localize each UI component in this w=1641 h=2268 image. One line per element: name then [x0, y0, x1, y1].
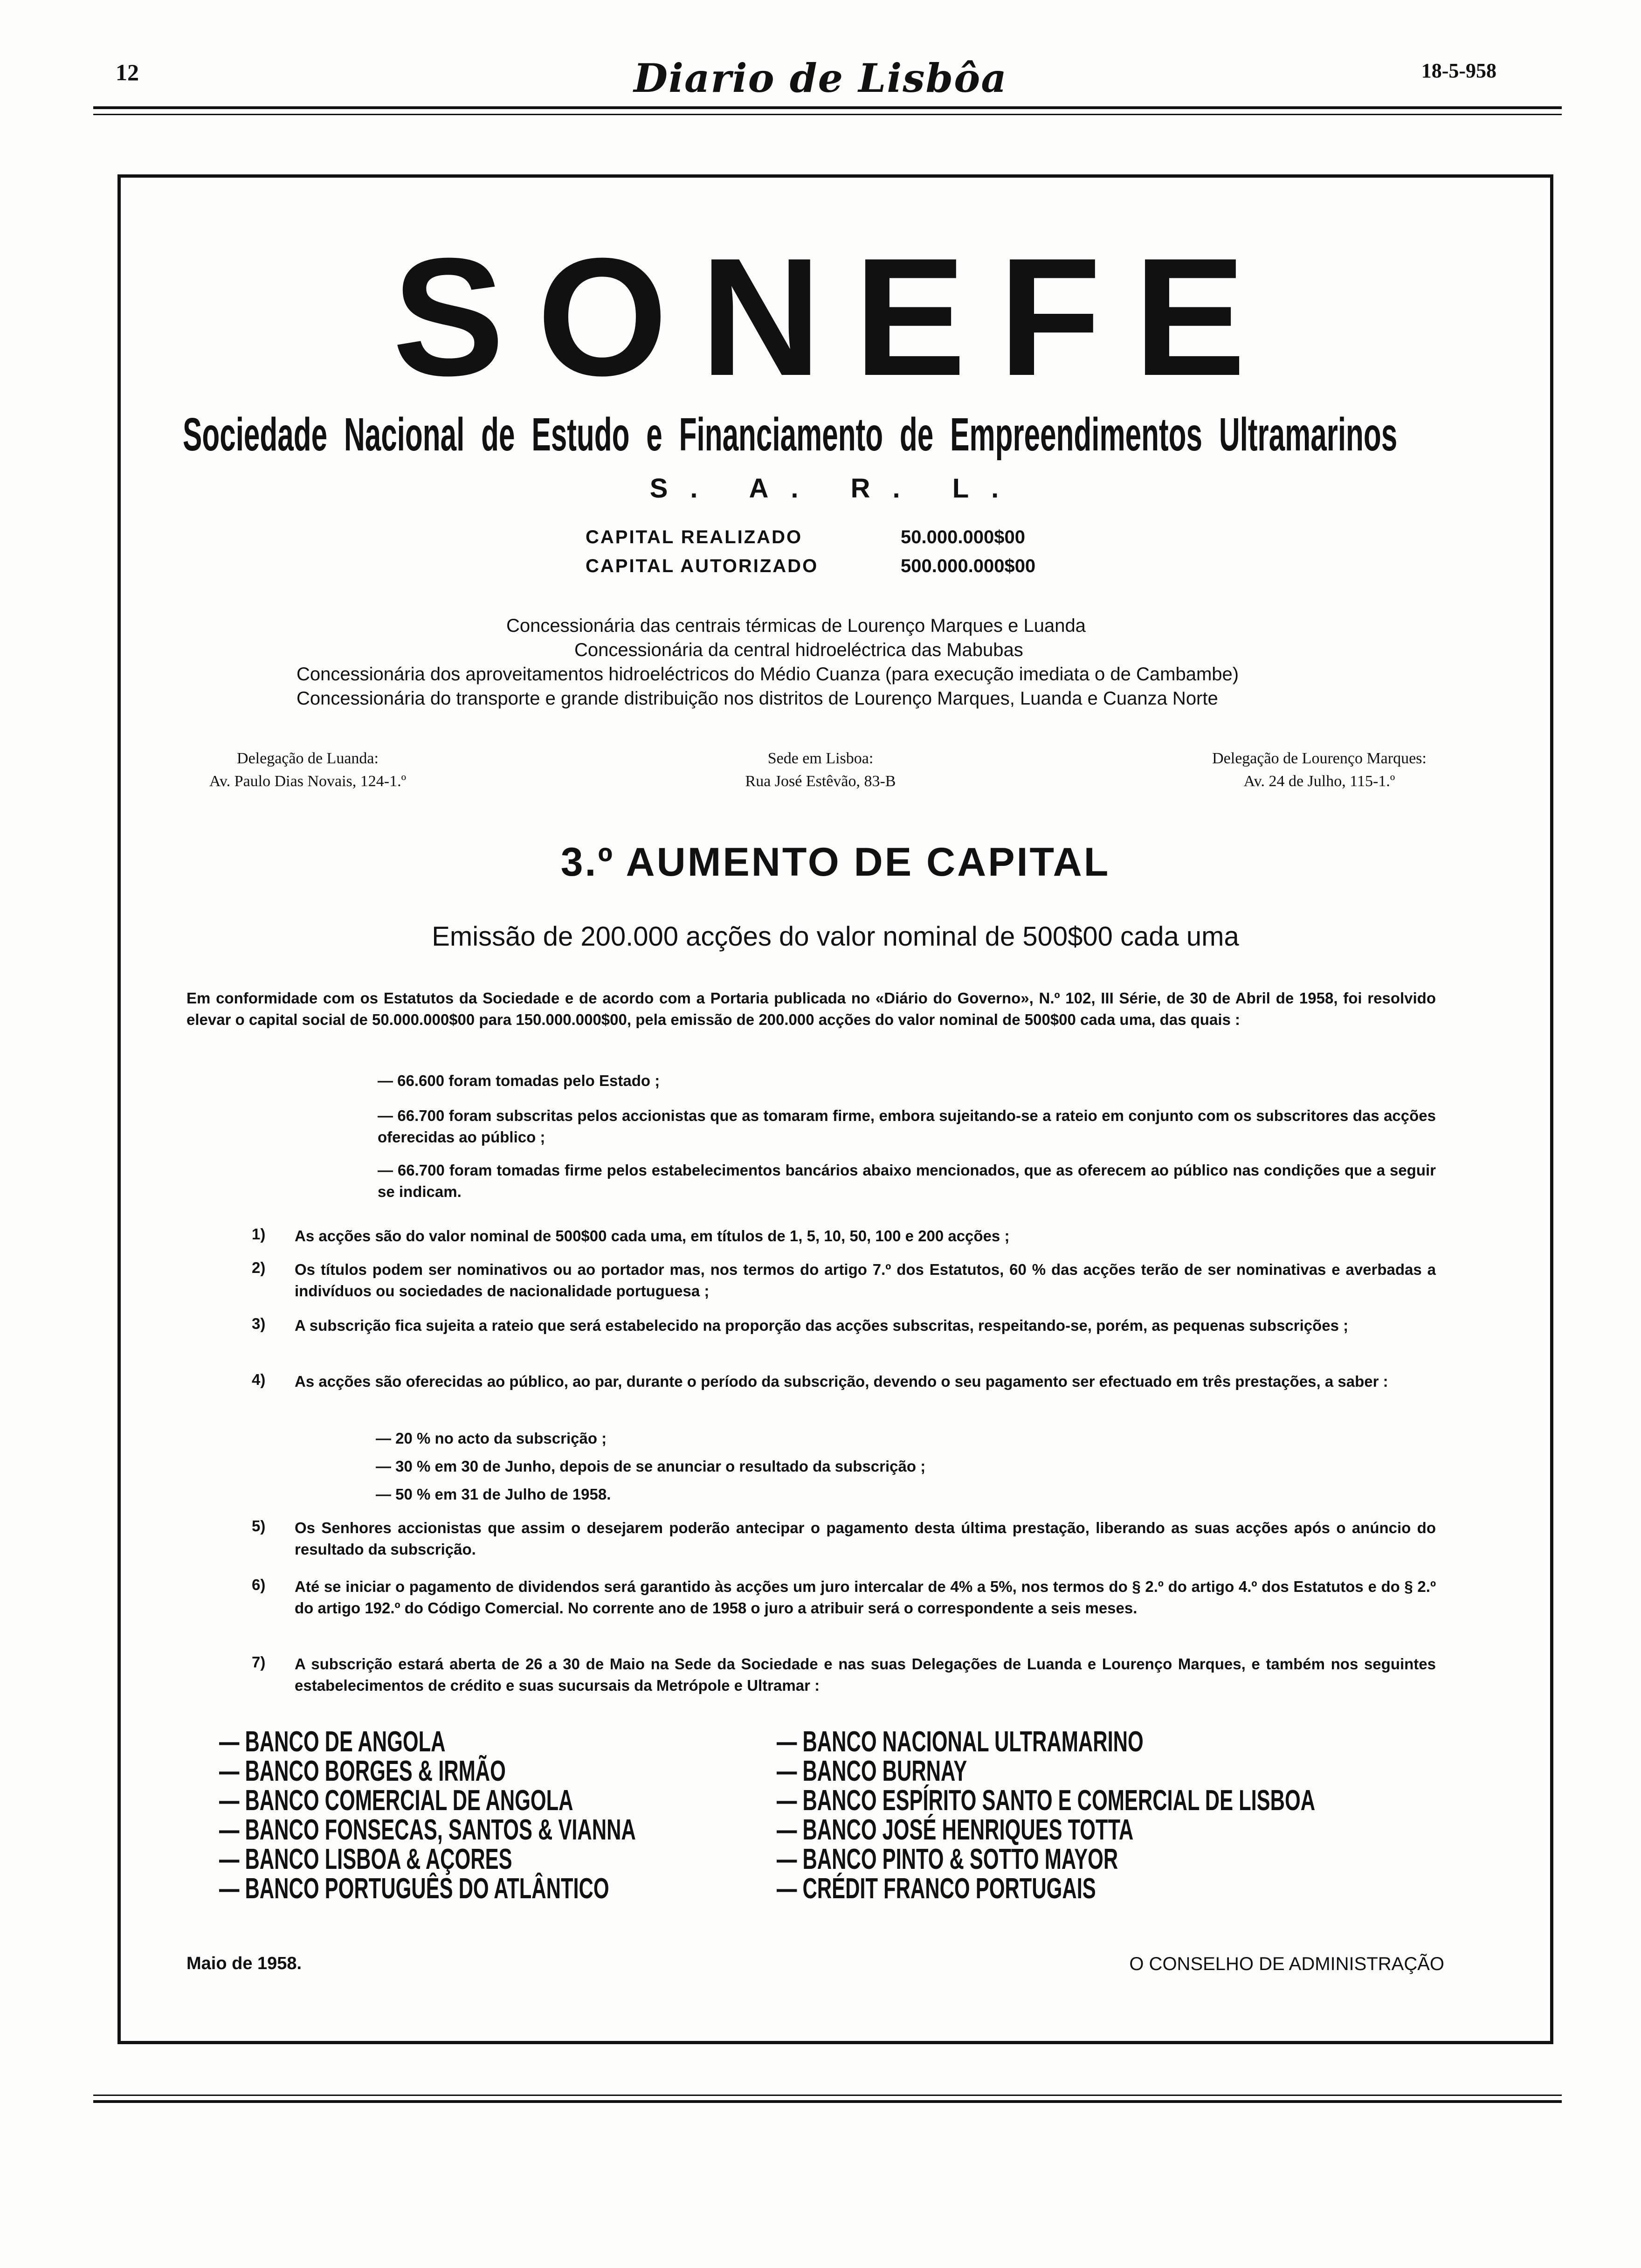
- condition-number: 4): [252, 1371, 266, 1388]
- brand-logo-text: SONEFE: [392, 223, 1279, 411]
- banks-right-column: [777, 1728, 1429, 1904]
- bank-name: — BANCO COMERCIAL DE ANGOLA: [219, 1784, 573, 1817]
- condition-number: 7): [252, 1653, 266, 1671]
- condition-text: A subscrição fica sujeita a rateio que será estabelecido na proporção das acções subscritas, respeitando-se, porém, as pequenas subscrições ;: [295, 1317, 1349, 1334]
- bank-name: — BANCO FONSECAS, SANTOS & VIANNA: [219, 1814, 636, 1846]
- capital-realized-label: CAPITAL REALIZADO: [586, 527, 803, 547]
- company-legal-type: S. A. R. L.: [649, 473, 1021, 504]
- capital-authorized-label: CAPITAL AUTORIZADO: [586, 556, 819, 576]
- banks-left-column: [219, 1728, 779, 1904]
- company-full-name: Sociedade Nacional de Estudo e Financiamento de Empreendimentos Ultramarinos: [183, 408, 1398, 461]
- ad-date-line: Maio de 1958.: [186, 1954, 302, 1973]
- allocation-item: — 66.700 foram subscritas pelos accionistas que as tomaram firme, embora sujeitando-se a rateio em conjunto com os subscritores das acções oferecidas ao público ;: [378, 1107, 1436, 1146]
- concession-line: Concessionária das centrais térmicas de Lourenço Marques e Luanda: [506, 615, 1086, 636]
- bank-name: — BANCO NACIONAL ULTRAMARINO: [777, 1726, 1144, 1758]
- office-address: Av. Paulo Dias Novais, 124-1.º: [209, 773, 407, 790]
- condition-number: 2): [252, 1259, 266, 1276]
- condition-number: 1): [252, 1225, 266, 1243]
- condition-text: Até se iniciar o pagamento de dividendos será garantido às acções um juro intercalar de 4% a 5%, nos termos do § 2.º do artigo 4.º dos Estatutos e do § 2.º do artigo 192.º do Código Comercial. No corrente ano de 1958 o juro a atribuir será o correspondente a seis meses.: [295, 1578, 1436, 1617]
- condition-number: 5): [252, 1517, 266, 1535]
- installment-item: — 30 % em 30 de Junho, depois de se anunciar o resultado da subscrição ;: [376, 1458, 926, 1475]
- intro-paragraph: Em conformidade com os Estatutos da Sociedade e de acordo com a Portaria publicada no «Diário do Governo», N.º 102, III Série, de 30 de Abril de 1958, foi resolvido elevar o capital social de 50.000.000$00 para 150.000.000$00, pela emissão de 200.000 acções do valor nominal de 500$00 cada uma, das quais :: [186, 989, 1436, 1028]
- bank-name: — BANCO BORGES & IRMÃO: [219, 1755, 506, 1787]
- bank-name: — BANCO JOSÉ HENRIQUES TOTTA: [777, 1814, 1134, 1846]
- newspaper-masthead: Diario de Lisbôa: [634, 55, 1007, 101]
- emission-subtitle: Emissão de 200.000 acções do valor nominal de 500$00 cada uma: [432, 921, 1239, 952]
- board-signature: O CONSELHO DE ADMINISTRAÇÃO: [1129, 1954, 1444, 1974]
- office-lisboa: [667, 747, 974, 793]
- bank-name: — BANCO PINTO & SOTTO MAYOR: [777, 1843, 1118, 1875]
- capital-increase-title: 3.º AUMENTO DE CAPITAL: [560, 840, 1110, 885]
- condition-text: A subscrição estará aberta de 26 a 30 de Maio na Sede da Sociedade e nas suas Delegações de Luanda e Lourenço Marques, e também nos seguintes estabelecimentos de crédito e suas sucursais da Metrópole e Ultramar :: [295, 1655, 1436, 1694]
- bank-name: — BANCO BURNAY: [777, 1755, 967, 1787]
- office-luanda: [154, 747, 462, 793]
- concession-line: Concessionária da central hidroeléctrica das Mabubas: [574, 640, 1023, 660]
- office-lourenco-marques: [1156, 747, 1482, 793]
- office-address: Av. 24 de Julho, 115-1.º: [1243, 773, 1395, 790]
- header-rule-bottom: [93, 114, 1562, 115]
- concession-line: Concessionária dos aproveitamentos hidroeléctricos do Médio Cuanza (para execução imediata o de Cambambe): [296, 664, 1239, 685]
- footer-rule-bottom: [93, 2100, 1562, 2103]
- concession-line: Concessionária do transporte e grande distribuição nos distritos de Lourenço Marques, Luanda e Cuanza Norte: [296, 688, 1218, 709]
- condition-number: 6): [252, 1576, 266, 1593]
- bank-name: — BANCO LISBOA & AÇORES: [219, 1843, 512, 1875]
- condition-text: Os títulos podem ser nominativos ou ao portador mas, nos termos do artigo 7.º dos Estatutos, 60 % das acções terão de ser nominativas e averbadas a indivíduos ou sociedades de nacionalidade portuguesa ;: [295, 1261, 1436, 1300]
- installment-item: — 50 % em 31 de Julho de 1958.: [376, 1486, 611, 1503]
- office-title: Delegação de Lourenço Marques:: [1212, 750, 1427, 767]
- allocation-item: — 66.600 foram tomadas pelo Estado ;: [378, 1072, 660, 1089]
- condition-text: Os Senhores accionistas que assim o desejarem poderão antecipar o pagamento desta última prestação, liberando as suas acções após o anúncio do resultado da subscrição.: [295, 1519, 1436, 1558]
- bank-name: — BANCO DE ANGOLA: [219, 1726, 446, 1758]
- page-number: 12: [116, 59, 139, 85]
- office-title: Delegação de Luanda:: [237, 750, 379, 767]
- bank-name: — BANCO ESPÍRITO SANTO E COMERCIAL DE LISBOA: [777, 1784, 1316, 1817]
- office-title: Sede em Lisboa:: [767, 750, 874, 767]
- capital-authorized-value: 500.000.000$00: [901, 556, 1036, 576]
- condition-text: As acções são oferecidas ao público, ao par, durante o período da subscrição, devendo o seu pagamento ser efectuado em três prestações, a saber :: [295, 1373, 1388, 1390]
- condition-number: 3): [252, 1315, 266, 1332]
- header-rule-top: [93, 106, 1562, 109]
- issue-date: 18-5-958: [1421, 59, 1496, 82]
- bank-name: — CRÉDIT FRANCO PORTUGAIS: [777, 1873, 1096, 1905]
- office-address: Rua José Estêvão, 83-B: [745, 773, 896, 790]
- condition-text: As acções são do valor nominal de 500$00 cada uma, em títulos de 1, 5, 10, 50, 100 e 200 acções ;: [295, 1227, 1010, 1245]
- capital-realized-value: 50.000.000$00: [901, 527, 1025, 547]
- allocation-item: — 66.700 foram tomadas firme pelos estabelecimentos bancários abaixo mencionados, que as oferecem ao público nas condições que a seguir se indicam.: [378, 1162, 1436, 1200]
- installment-item: — 20 % no acto da subscrição ;: [376, 1430, 607, 1447]
- bank-name: — BANCO PORTUGUÊS DO ATLÂNTICO: [219, 1873, 609, 1905]
- footer-rule-top: [93, 2095, 1562, 2096]
